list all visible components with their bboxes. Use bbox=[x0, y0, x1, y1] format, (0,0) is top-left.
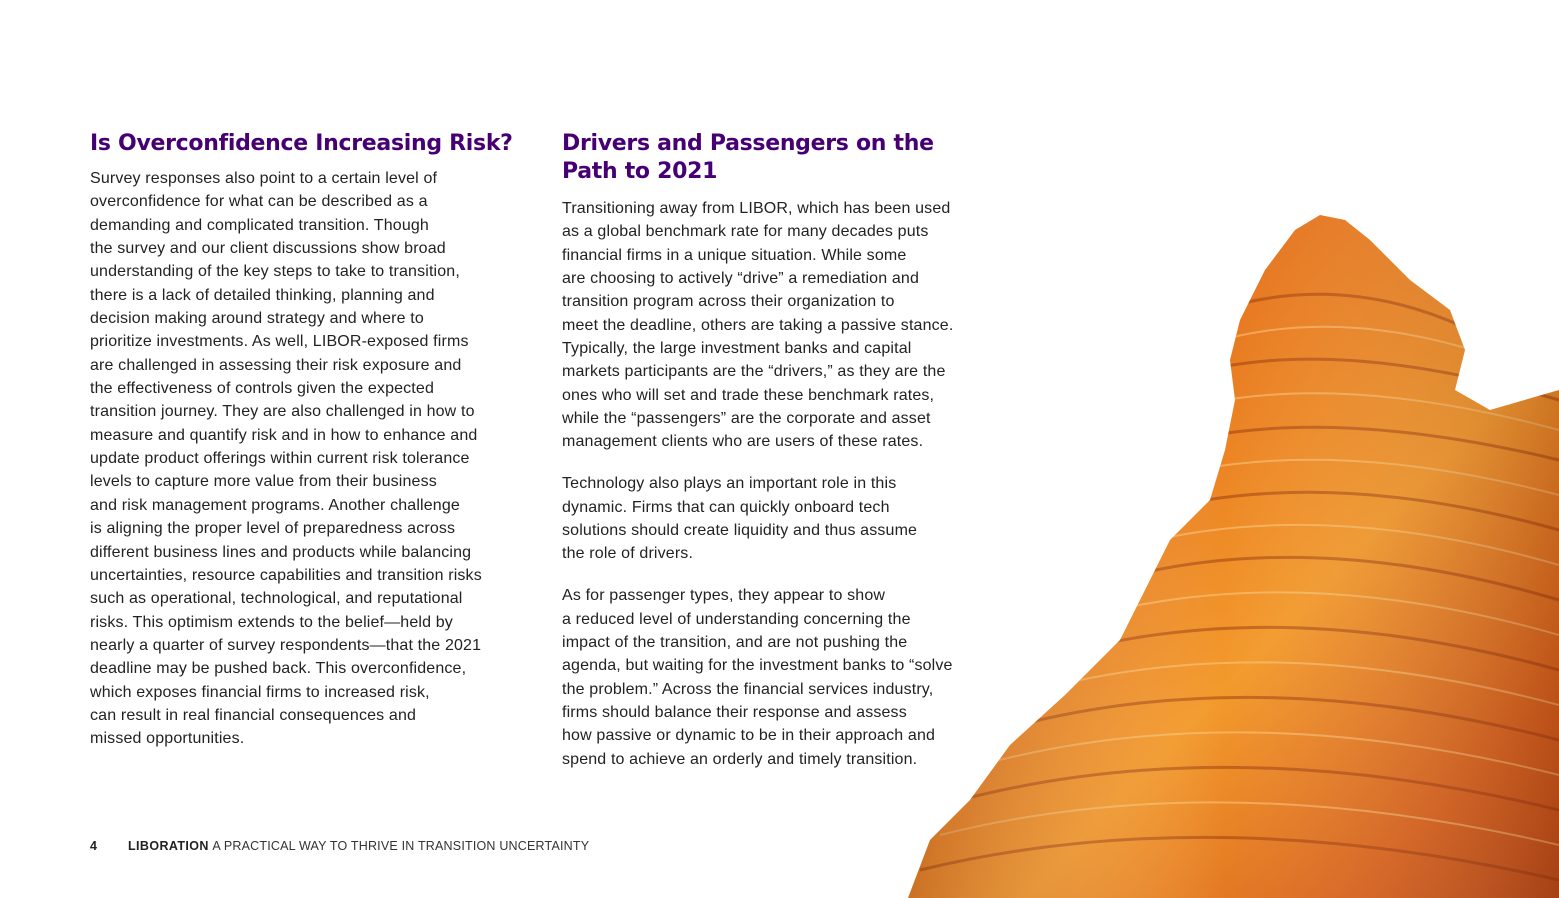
drivers-paragraph-1: Transitioning away from LIBOR, which has been used as a global benchmark rate for many decades puts financial firms in a unique situation. While some are choosing to actively “drive” a remediation and transition program across their organization to meet the deadline, others are taking a passive stance. Typically, the large investment banks and capital markets participants are the “drivers,” as they are the ones who will set and trade these benchmark rates, while the “passengers” are the corporate and asset management clients who are users of these rates. bbox=[562, 200, 954, 451]
page-number: 4 bbox=[90, 839, 97, 853]
drivers-paragraph-2: Technology also plays an important role in this dynamic. Firms that can quickly onboard tech solutions should create liquidity and thus assume the role of drivers. bbox=[562, 475, 918, 563]
page-footer bbox=[90, 838, 589, 854]
overconfidence-heading: Is Overconfidence Increasing Risk? bbox=[90, 131, 513, 156]
footer-subtitle: A PRACTICAL WAY TO THRIVE IN TRANSITION UNCERTAINTY bbox=[212, 839, 590, 853]
overconfidence-body: Survey responses also point to a certain level of overconfidence for what can be described as a demanding and complicated transition. Though the survey and our client discussions show broad understanding of the key steps to take to transition, there is a lack of detailed thinking, planning and decision making around strategy and where to prioritize investments. As well, LIBOR-exposed firms are challenged in assessing their risk exposure and the effectiveness of controls given the expected transition journey. They are also challenged in how to measure and quantify risk and in how to enhance and update product offerings within current risk tolerance levels to capture more value from their business and risk management programs. Another challenge is aligning the proper level of preparedness across different business lines and products while balancing uncertainties, resource capabilities and transition risks such as operational, technological, and reputational risks. This optimism extends to the belief—held by nearly a quarter of survey respondents—that the 2021 deadline may be pushed back. This overconfidence, which exposes financial firms to increased risk, can result in real financial consequences and missed opportunities. bbox=[90, 170, 482, 748]
left-column bbox=[90, 130, 530, 751]
drivers-passengers-heading: Drivers and Passengers on the Path to 2021 bbox=[562, 131, 934, 184]
drivers-paragraph-3: As for passenger types, they appear to show a reduced level of understanding concerning the impact of the transition, and are not pushing the agenda, but waiting for the investment banks to “solve the problem.” Across the financial services industry, firms should balance their response and assess how passive or dynamic to be in their approach and spend to achieve an orderly and timely transition. bbox=[562, 587, 953, 768]
sandstone-rock-formation-image bbox=[890, 200, 1559, 898]
footer-brand: LIBORATION bbox=[128, 839, 209, 853]
